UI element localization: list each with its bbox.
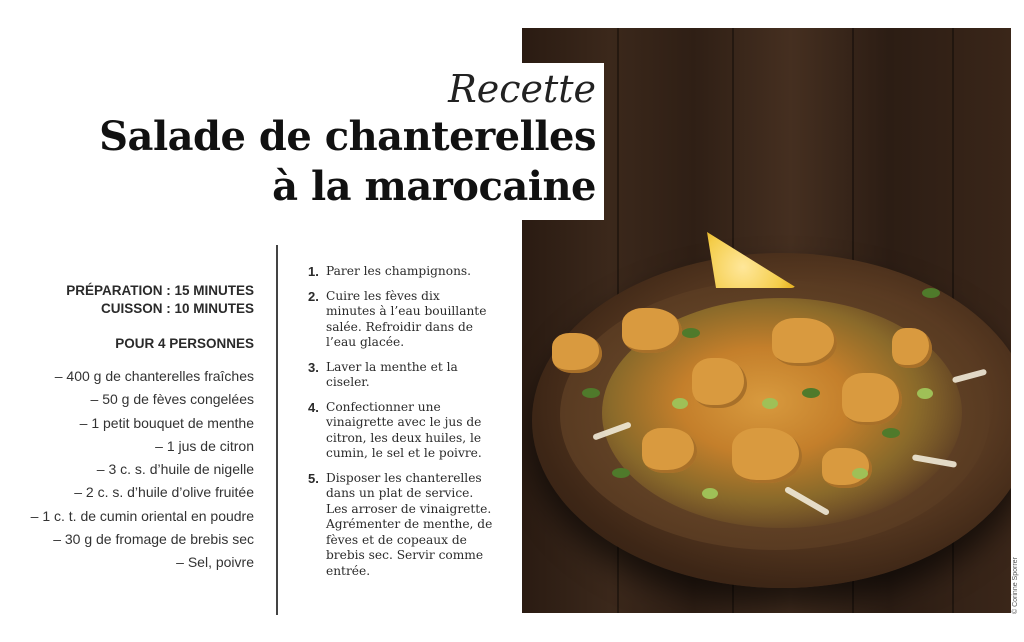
- title-block: [99, 63, 604, 220]
- step-text: Parer les champignons.: [326, 264, 472, 278]
- ingredient-item: – 2 c. s. d’huile d’olive fruitée: [74, 484, 254, 501]
- step-text: Laver la menthe et la ciseler.: [326, 359, 458, 389]
- recipe-info: [31, 282, 254, 575]
- step-item: [308, 471, 493, 580]
- step-number: 1.: [308, 264, 319, 279]
- ingredient-item: – Sel, poivre: [176, 554, 254, 571]
- column-divider: [276, 245, 278, 615]
- ingredient-item: – 1 petit bouquet de menthe: [79, 414, 254, 431]
- step-number: 5.: [308, 470, 319, 486]
- servings: POUR 4 PERSONNES: [115, 336, 254, 351]
- ingredient-list: [31, 365, 254, 575]
- step-number: 3.: [308, 359, 319, 375]
- step-text: Disposer les chanterelles dans un plat de service. Les arroser de vinaigrette. Agrémenter de menthe, de fèves et de copeaux de brebis sec. Servir comme entrée.: [326, 470, 493, 578]
- ingredient-item: – 400 g de chanterelles fraîches: [54, 368, 254, 384]
- step-item: [308, 264, 493, 280]
- step-item: [308, 400, 493, 462]
- photo-credit: © Corinne Sporrer: [1012, 557, 1019, 614]
- step-item: [308, 289, 493, 351]
- ingredient-item: – 30 g de fromage de brebis sec: [53, 531, 254, 548]
- step-item: [308, 360, 493, 391]
- ingredient-item: – 1 c. t. de cumin oriental en poudre: [30, 507, 254, 524]
- step-number: 4.: [308, 399, 319, 415]
- step-text: Confectionner une vinaigrette avec le jus de citron, les deux huiles, le cumin, le sel et le poivre.: [326, 399, 482, 460]
- step-number: 2.: [308, 288, 319, 304]
- ingredient-item: – 50 g de fèves congelées: [90, 391, 254, 408]
- ingredient-item: – 1 jus de citron: [155, 437, 254, 454]
- step-text: Cuire les fèves dix minutes à l’eau bouillante salée. Refroidir dans de l’eau glacée.: [326, 288, 487, 349]
- recipe-kicker: Recette: [448, 67, 596, 111]
- preparation-time: PRÉPARATION : 15 MINUTES: [66, 283, 254, 298]
- recipe-title-line-1: Salade de chanterelles: [99, 113, 596, 160]
- instruction-steps: [308, 264, 493, 588]
- cooking-time: CUISSON : 10 MINUTES: [100, 301, 254, 316]
- recipe-title-line-2: à la marocaine: [272, 163, 596, 210]
- ingredient-item: – 3 c. s. d’huile de nigelle: [96, 461, 254, 478]
